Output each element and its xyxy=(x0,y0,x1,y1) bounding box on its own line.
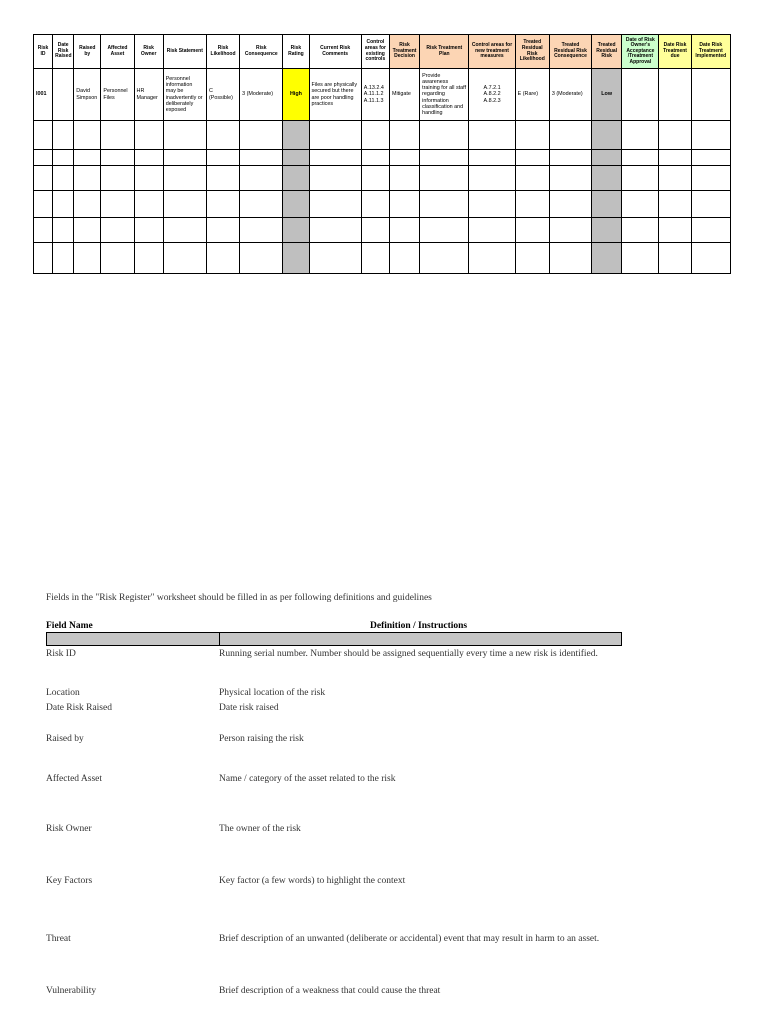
field-definition-raised-by: Person raising the risk xyxy=(219,734,304,744)
field-name-raised-by: Raised by xyxy=(46,734,84,744)
cell-consequence: 3 (Moderate) xyxy=(240,69,283,121)
cell-comments: Files are physically secured but there are poor handling practices xyxy=(309,69,361,121)
table-row xyxy=(34,69,731,121)
field-name-risk-id: Risk ID xyxy=(46,649,76,659)
field-name-affected-asset: Affected Asset xyxy=(46,774,103,784)
field-name-risk-owner: Risk Owner xyxy=(46,824,92,834)
cell-risk-id: I001 xyxy=(34,69,53,121)
header-risk-statement: Risk Statement xyxy=(163,35,206,69)
cell-residual-likelihood: E (Rare) xyxy=(515,69,549,121)
header-current-risk-comments: Current Risk Comments xyxy=(309,35,361,69)
risk-register-table xyxy=(33,34,731,274)
cell-risk-rating: High xyxy=(283,69,309,121)
instructions-intro: Fields in the "Risk Register" worksheet should be filled in as per following definitions and guidelines xyxy=(46,593,432,603)
header-risk-consequence: Risk Consequence xyxy=(240,35,283,69)
field-definition-threat: Brief description of an unwanted (deliberate or accidental) event that may result in harm to an asset. xyxy=(219,934,600,944)
header-affected-asset: Affected Asset xyxy=(101,35,134,69)
table-row xyxy=(34,243,731,274)
header-acceptance-date: Date of Risk Owner's Acceptance /Treatment Approval xyxy=(622,35,659,69)
cell-new-controls: A.7.2.1 A.8.2.2 A.8.2.3 xyxy=(469,69,515,121)
cell-likelihood: C (Possible) xyxy=(206,69,239,121)
cell-residual-risk: Low xyxy=(592,69,622,121)
header-divider-bar xyxy=(46,632,622,646)
field-definition-date-risk-raised: Date risk raised xyxy=(219,703,279,713)
cell-treatment-implemented xyxy=(691,69,730,121)
definition-heading: Definition / Instructions xyxy=(370,621,468,631)
field-name-location: Location xyxy=(46,688,80,698)
cell-existing-controls: A.13.2.4 A.11.1.2 A.11.1.3 xyxy=(361,69,389,121)
header-treatment-plan: Risk Treatment Plan xyxy=(420,35,469,69)
header-treatment-decision: Risk Treatment Decision xyxy=(389,35,419,69)
header-risk-likelihood: Risk Likelihood xyxy=(206,35,239,69)
header-risk-rating: Risk Rating xyxy=(283,35,309,69)
field-definition-location: Physical location of the risk xyxy=(219,688,326,698)
cell-affected-asset: Personnel Files xyxy=(101,69,134,121)
header-existing-controls: Control areas for existing controls xyxy=(361,35,389,69)
table-row xyxy=(34,121,731,150)
cell-plan: Provide awareness training for all staff regarding information classification and handling xyxy=(420,69,469,121)
header-raised-by: Raised by xyxy=(74,35,101,69)
table-row xyxy=(34,166,731,191)
cell-decision: Mitigate xyxy=(389,69,419,121)
field-name-heading: Field Name xyxy=(46,621,93,631)
header-residual-risk: Treated Residual Risk xyxy=(592,35,622,69)
header-treatment-due: Date Risk Treatment due xyxy=(659,35,691,69)
cell-risk-owner: HR Manager xyxy=(134,69,163,121)
cell-raised-by: David Simpson xyxy=(74,69,101,121)
table-row xyxy=(34,191,731,218)
header-date-risk-raised: Date Risk Raised xyxy=(53,35,74,69)
field-name-key-factors: Key Factors xyxy=(46,876,93,886)
header-risk-id: Risk ID xyxy=(34,35,53,69)
field-name-vulnerability: Vulnerability xyxy=(46,986,97,996)
field-definition-key-factors: Key factor (a few words) to highlight the context xyxy=(219,876,406,886)
cell-residual-consequence: 3 (Moderate) xyxy=(549,69,591,121)
header-residual-consequence: Treated Residual Risk Consequence xyxy=(549,35,591,69)
header-new-controls: Control areas for new treatment measures xyxy=(469,35,515,69)
header-residual-likelihood: Treated Residual Risk Likelihood xyxy=(515,35,549,69)
header-treatment-implemented: Date Risk Treatment Implemented xyxy=(691,35,730,69)
header-risk-owner: Risk Owner xyxy=(134,35,163,69)
cell-acceptance-date xyxy=(622,69,659,121)
field-definition-vulnerability: Brief description of a weakness that could cause the threat xyxy=(219,986,441,996)
cell-risk-statement: Personnel information may be inadvertently or deliberately exposed xyxy=(163,69,206,121)
table-row xyxy=(34,218,731,243)
table-row xyxy=(34,150,731,166)
field-name-threat: Threat xyxy=(46,934,71,944)
field-definition-affected-asset: Name / category of the asset related to the risk xyxy=(219,774,396,784)
field-definition-risk-id: Running serial number. Number should be assigned sequentially every time a new risk is identified. xyxy=(219,649,598,659)
cell-date-raised xyxy=(53,69,74,121)
field-definition-risk-owner: The owner of the risk xyxy=(219,824,301,834)
register-header-row xyxy=(34,35,731,69)
field-name-date-risk-raised: Date Risk Raised xyxy=(46,703,112,713)
cell-treatment-due xyxy=(659,69,691,121)
